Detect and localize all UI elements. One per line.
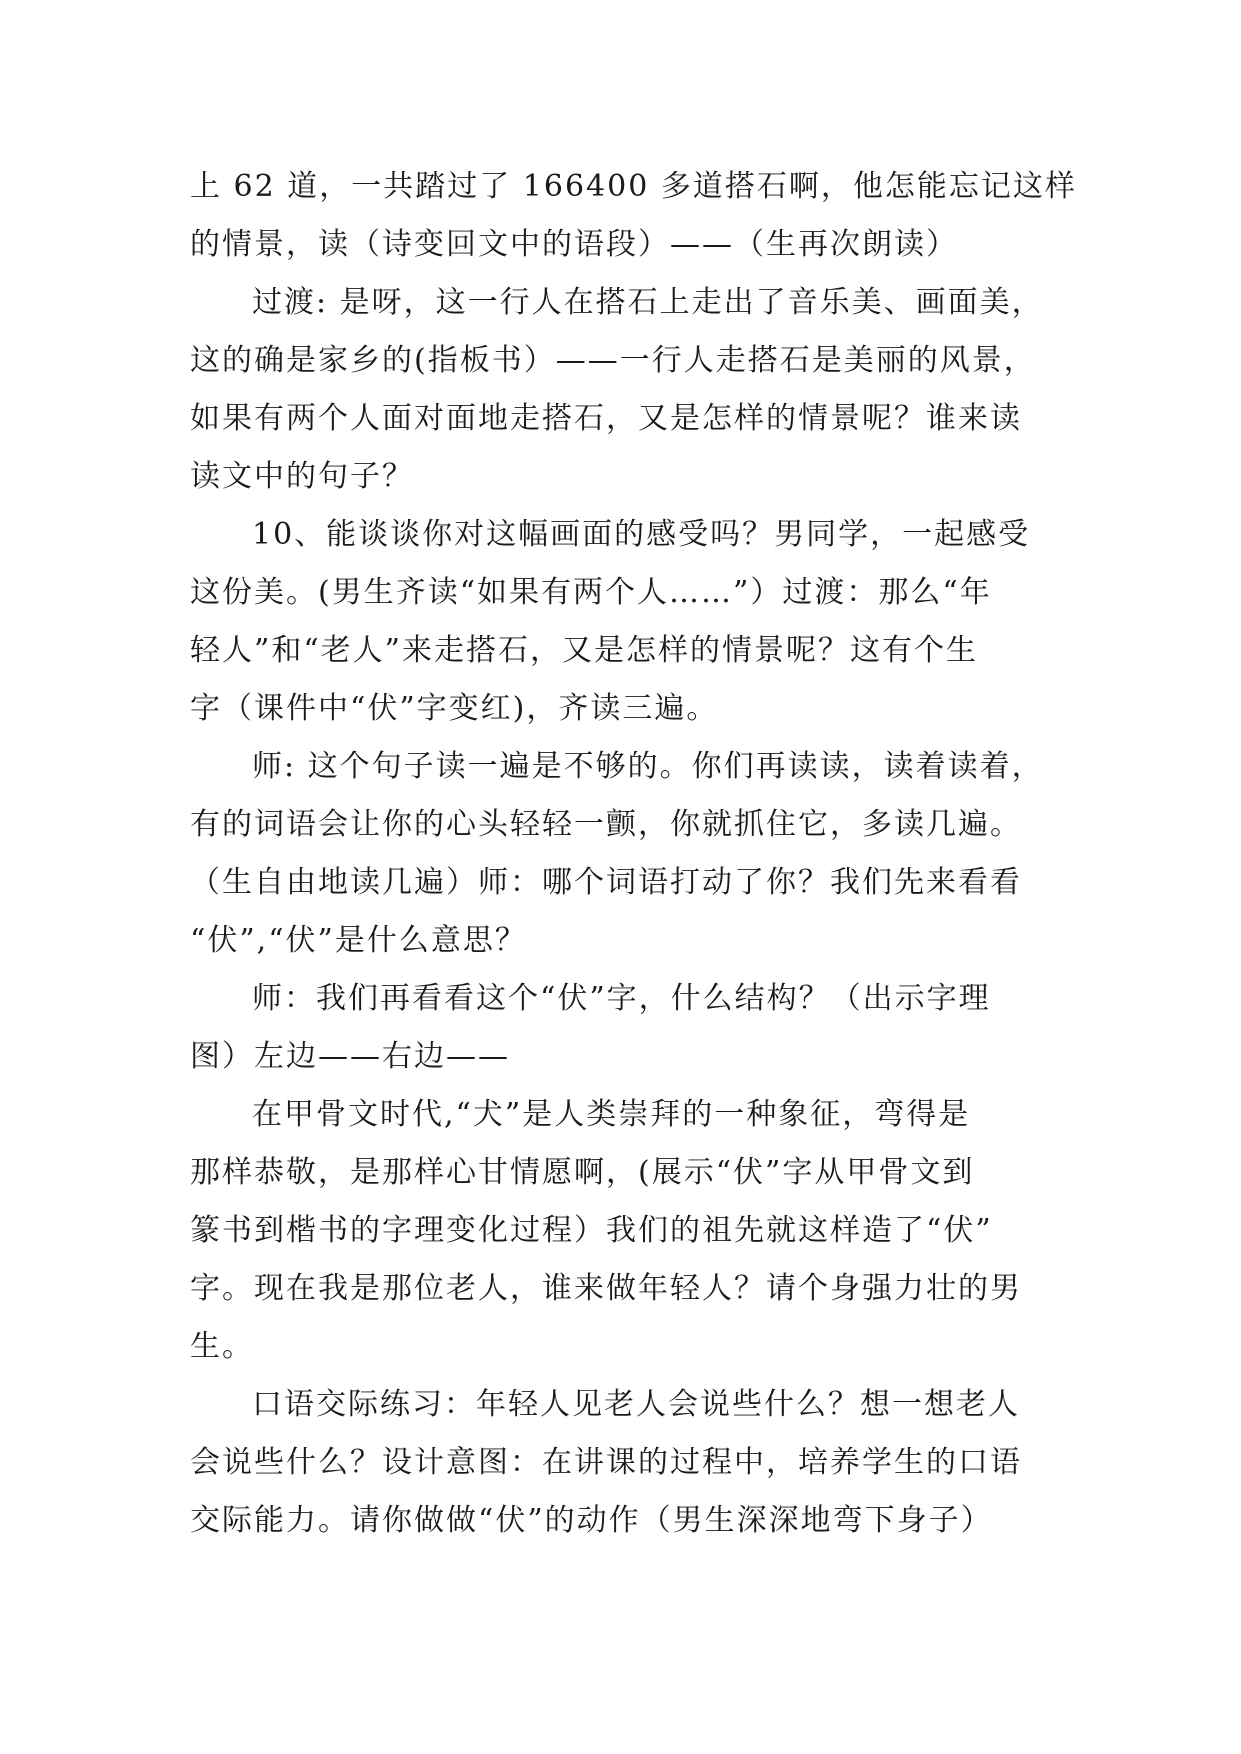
text-line: 师: 这个句子读一遍是不够的。你们再读读，读着读着， — [252, 749, 1044, 784]
text-line: 过渡: 是呀，这一行人在搭石上走出了音乐美、画面美， — [252, 285, 1044, 320]
text-line: 的情景，读（诗变回文中的语段）——（生再次朗读） — [190, 227, 958, 262]
text-line: 那样恭敬，是那样心甘情愿啊，(展示“伏”字从甲骨文到 — [190, 1155, 975, 1190]
text-line: 10、能谈谈你对这幅画面的感受吗？男同学，一起感受 — [252, 517, 1031, 552]
text-line: 如果有两个人面对面地走搭石，又是怎样的情景呢？谁来读 — [190, 401, 1022, 436]
text-line: 上 62 道，一共踏过了 166400 多道搭石啊，他怎能忘记这样 — [190, 169, 1077, 204]
text-line: 图）左边——右边—— — [190, 1039, 510, 1074]
text-line: 字。现在我是那位老人，谁来做年轻人？请个身强力壮的男 — [190, 1271, 1022, 1306]
text-line: （生自由地读几遍）师：哪个词语打动了你？我们先来看看 — [190, 865, 1022, 900]
text-line: 在甲骨文时代,“犬”是人类崇拜的一种象征，弯得是 — [252, 1097, 971, 1132]
text-line: 字（课件中“伏”字变红)，齐读三遍。 — [190, 691, 719, 726]
text-line: 读文中的句子？ — [190, 459, 414, 494]
text-line: 这份美。(男生齐读“如果有两个人……”）过渡：那么“年 — [190, 575, 992, 610]
text-line: 交际能力。请你做做“伏”的动作（男生深深地弯下身子） — [190, 1503, 993, 1538]
document-page — [190, 158, 1077, 1550]
text-line: “伏”,“伏”是什么意思？ — [190, 923, 527, 958]
text-line: 这的确是家乡的(指板书）——一行人走搭石是美丽的风景， — [190, 343, 1036, 378]
text-line: 生。 — [190, 1329, 254, 1364]
text-line: 轻人”和“老人”来走搭石，又是怎样的情景呢？这有个生 — [190, 633, 979, 668]
text-line: 师：我们再看看这个“伏”字，什么结构？（出示字理 — [252, 981, 991, 1016]
text-line: 篆书到楷书的字理变化过程）我们的祖先就这样造了“伏” — [190, 1213, 993, 1248]
text-line: 会说些什么？设计意图：在讲课的过程中，培养学生的口语 — [190, 1445, 1022, 1480]
text-line: 口语交际练习：年轻人见老人会说些什么？想一想老人 — [252, 1387, 1020, 1422]
text-line: 有的词语会让你的心头轻轻一颤，你就抓住它，多读几遍。 — [190, 807, 1022, 842]
